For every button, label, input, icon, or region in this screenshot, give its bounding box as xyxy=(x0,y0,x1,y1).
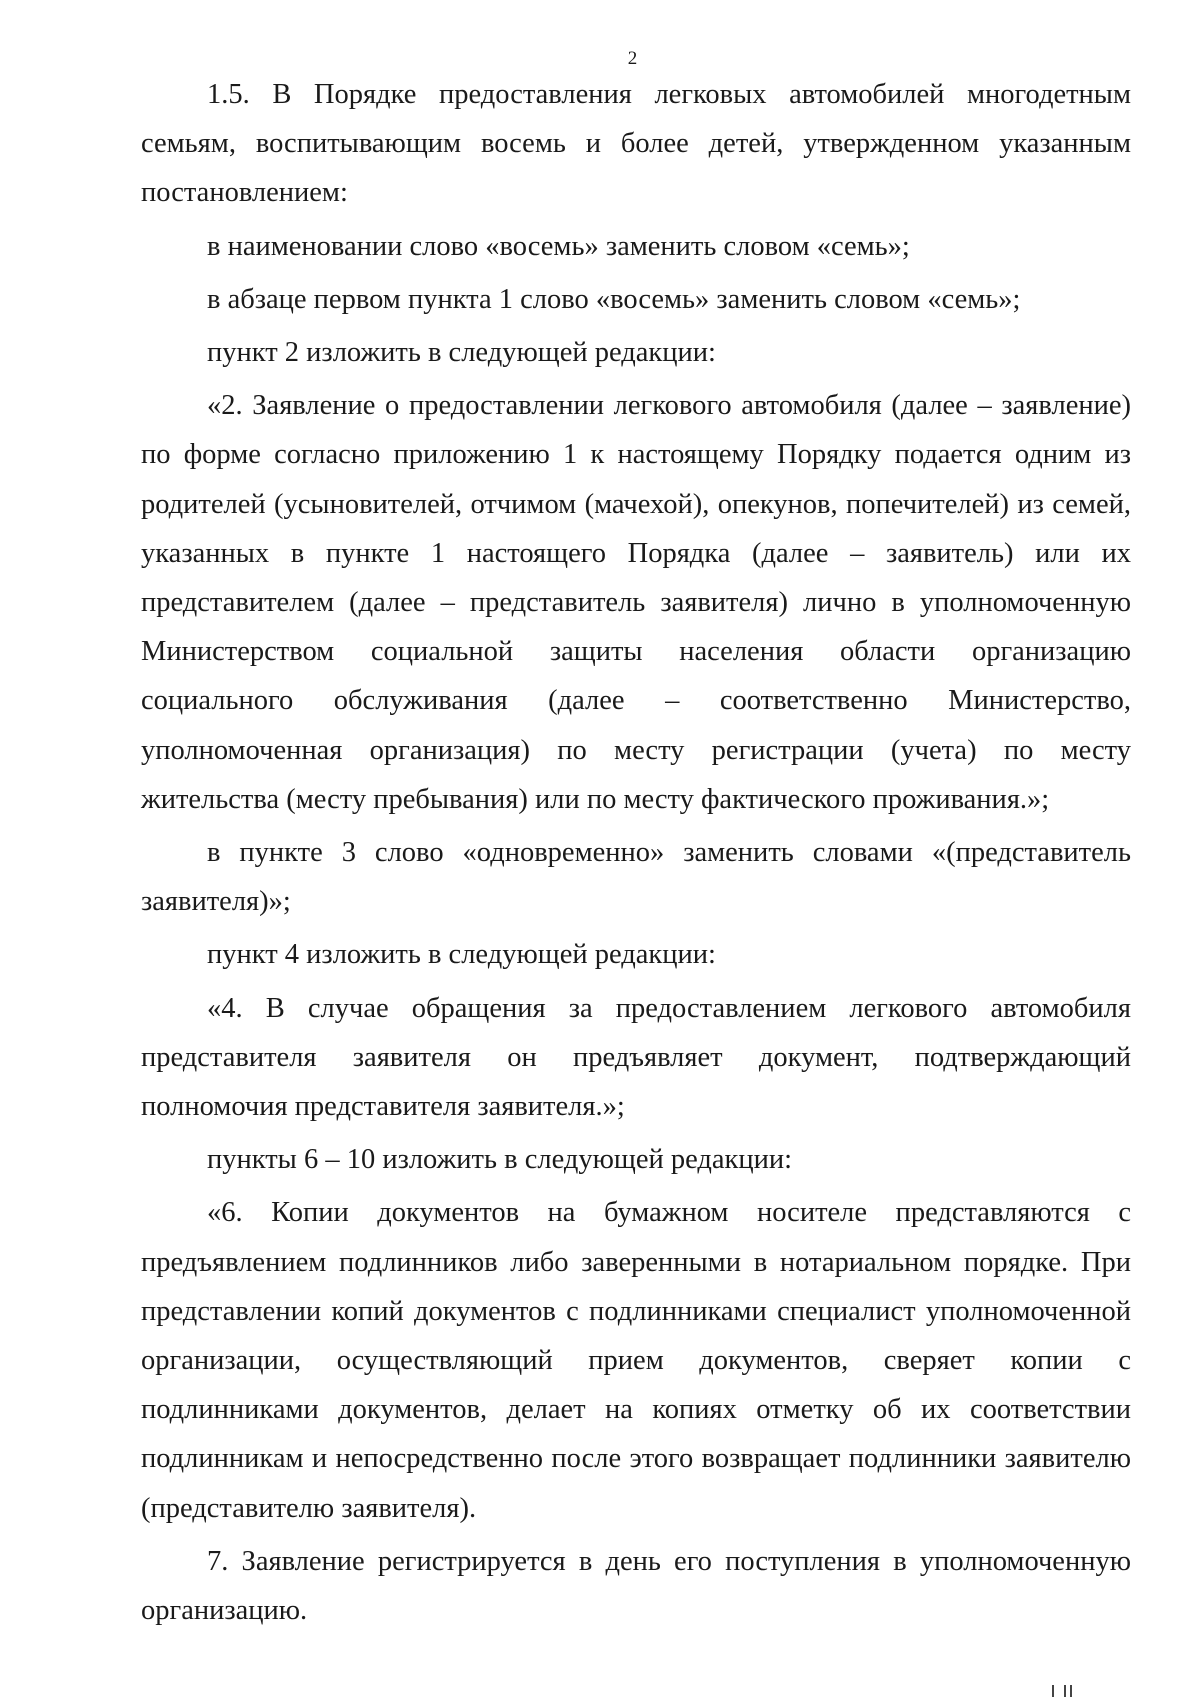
paragraph-title-amendment: в наименовании слово «восемь» заменить словом «семь»; xyxy=(207,230,910,262)
paragraph-points-6-10-heading: пункты 6 – 10 изложить в следующей редакции: xyxy=(207,1144,793,1176)
paragraph-point-1-amendment: в абзаце первом пункта 1 слово «восемь» заменить словом «семь»; xyxy=(207,283,1021,315)
page-number: 2 xyxy=(627,48,638,69)
paragraph-point-4-heading: пункт 4 изложить в следующей редакции: xyxy=(207,939,716,971)
paragraph-point-4-text: «4. В случае обращения за предоставлением легкового автомобиля представителя заявителя он предъявляет документ, подтверждающий полномочия представителя заявителя.»; xyxy=(141,992,1131,1123)
scan-edge-mark xyxy=(1048,1685,1082,1697)
paragraph-point-7-text: 7. Заявление регистрируется в день его поступления в уполномоченную организацию. xyxy=(141,1545,1131,1627)
paragraph-point-3-amendment: в пункте 3 слово «одновременно» заменить словами «(представитель заявителя)»; xyxy=(141,837,1131,918)
paragraph-point-6-text: «6. Копии документов на бумажном носителе представляются с предъявлением подлинников либо заверенными в нотариальном порядке. При представлении копий документов с подлинниками специалист уполномоченной организации, осуществляющий прием документов, сверяет копии с подлинниками документов, делает на копиях отметку об их соответствии подлинникам и непосредственно после этого возвращает подлинники заявителю (представителю заявителя). xyxy=(141,1197,1131,1524)
paragraph-point-2-text: «2. Заявление о предоставлении легкового автомобиля (далее – заявление) по форме согласно приложению 1 к настоящему Порядку подается одним из родителей (усыновителей, отчимом (мачехой), опекунов, попечителей) из семей, указанных в пункте 1 настоящего Порядка (далее – заявитель) или их представителем (далее – представитель заявителя) лично в уполномоченную Министерством социальной защиты населения области организацию социального обслуживания (далее – соответственно Министерство, уполномоченная организация) по месту регистрации (учета) по месту жительства (месту пребывания) или по месту фактического проживания.»; xyxy=(141,390,1131,815)
paragraph-point-2-heading: пункт 2 изложить в следующей редакции: xyxy=(207,337,716,369)
document-body xyxy=(141,70,1131,1635)
paragraph-1-5-intro: 1.5. В Порядке предоставления легковых автомобилей многодетным семьям, воспитывающим восемь и более детей, утвержденном указанным постановлением: xyxy=(141,79,1131,209)
